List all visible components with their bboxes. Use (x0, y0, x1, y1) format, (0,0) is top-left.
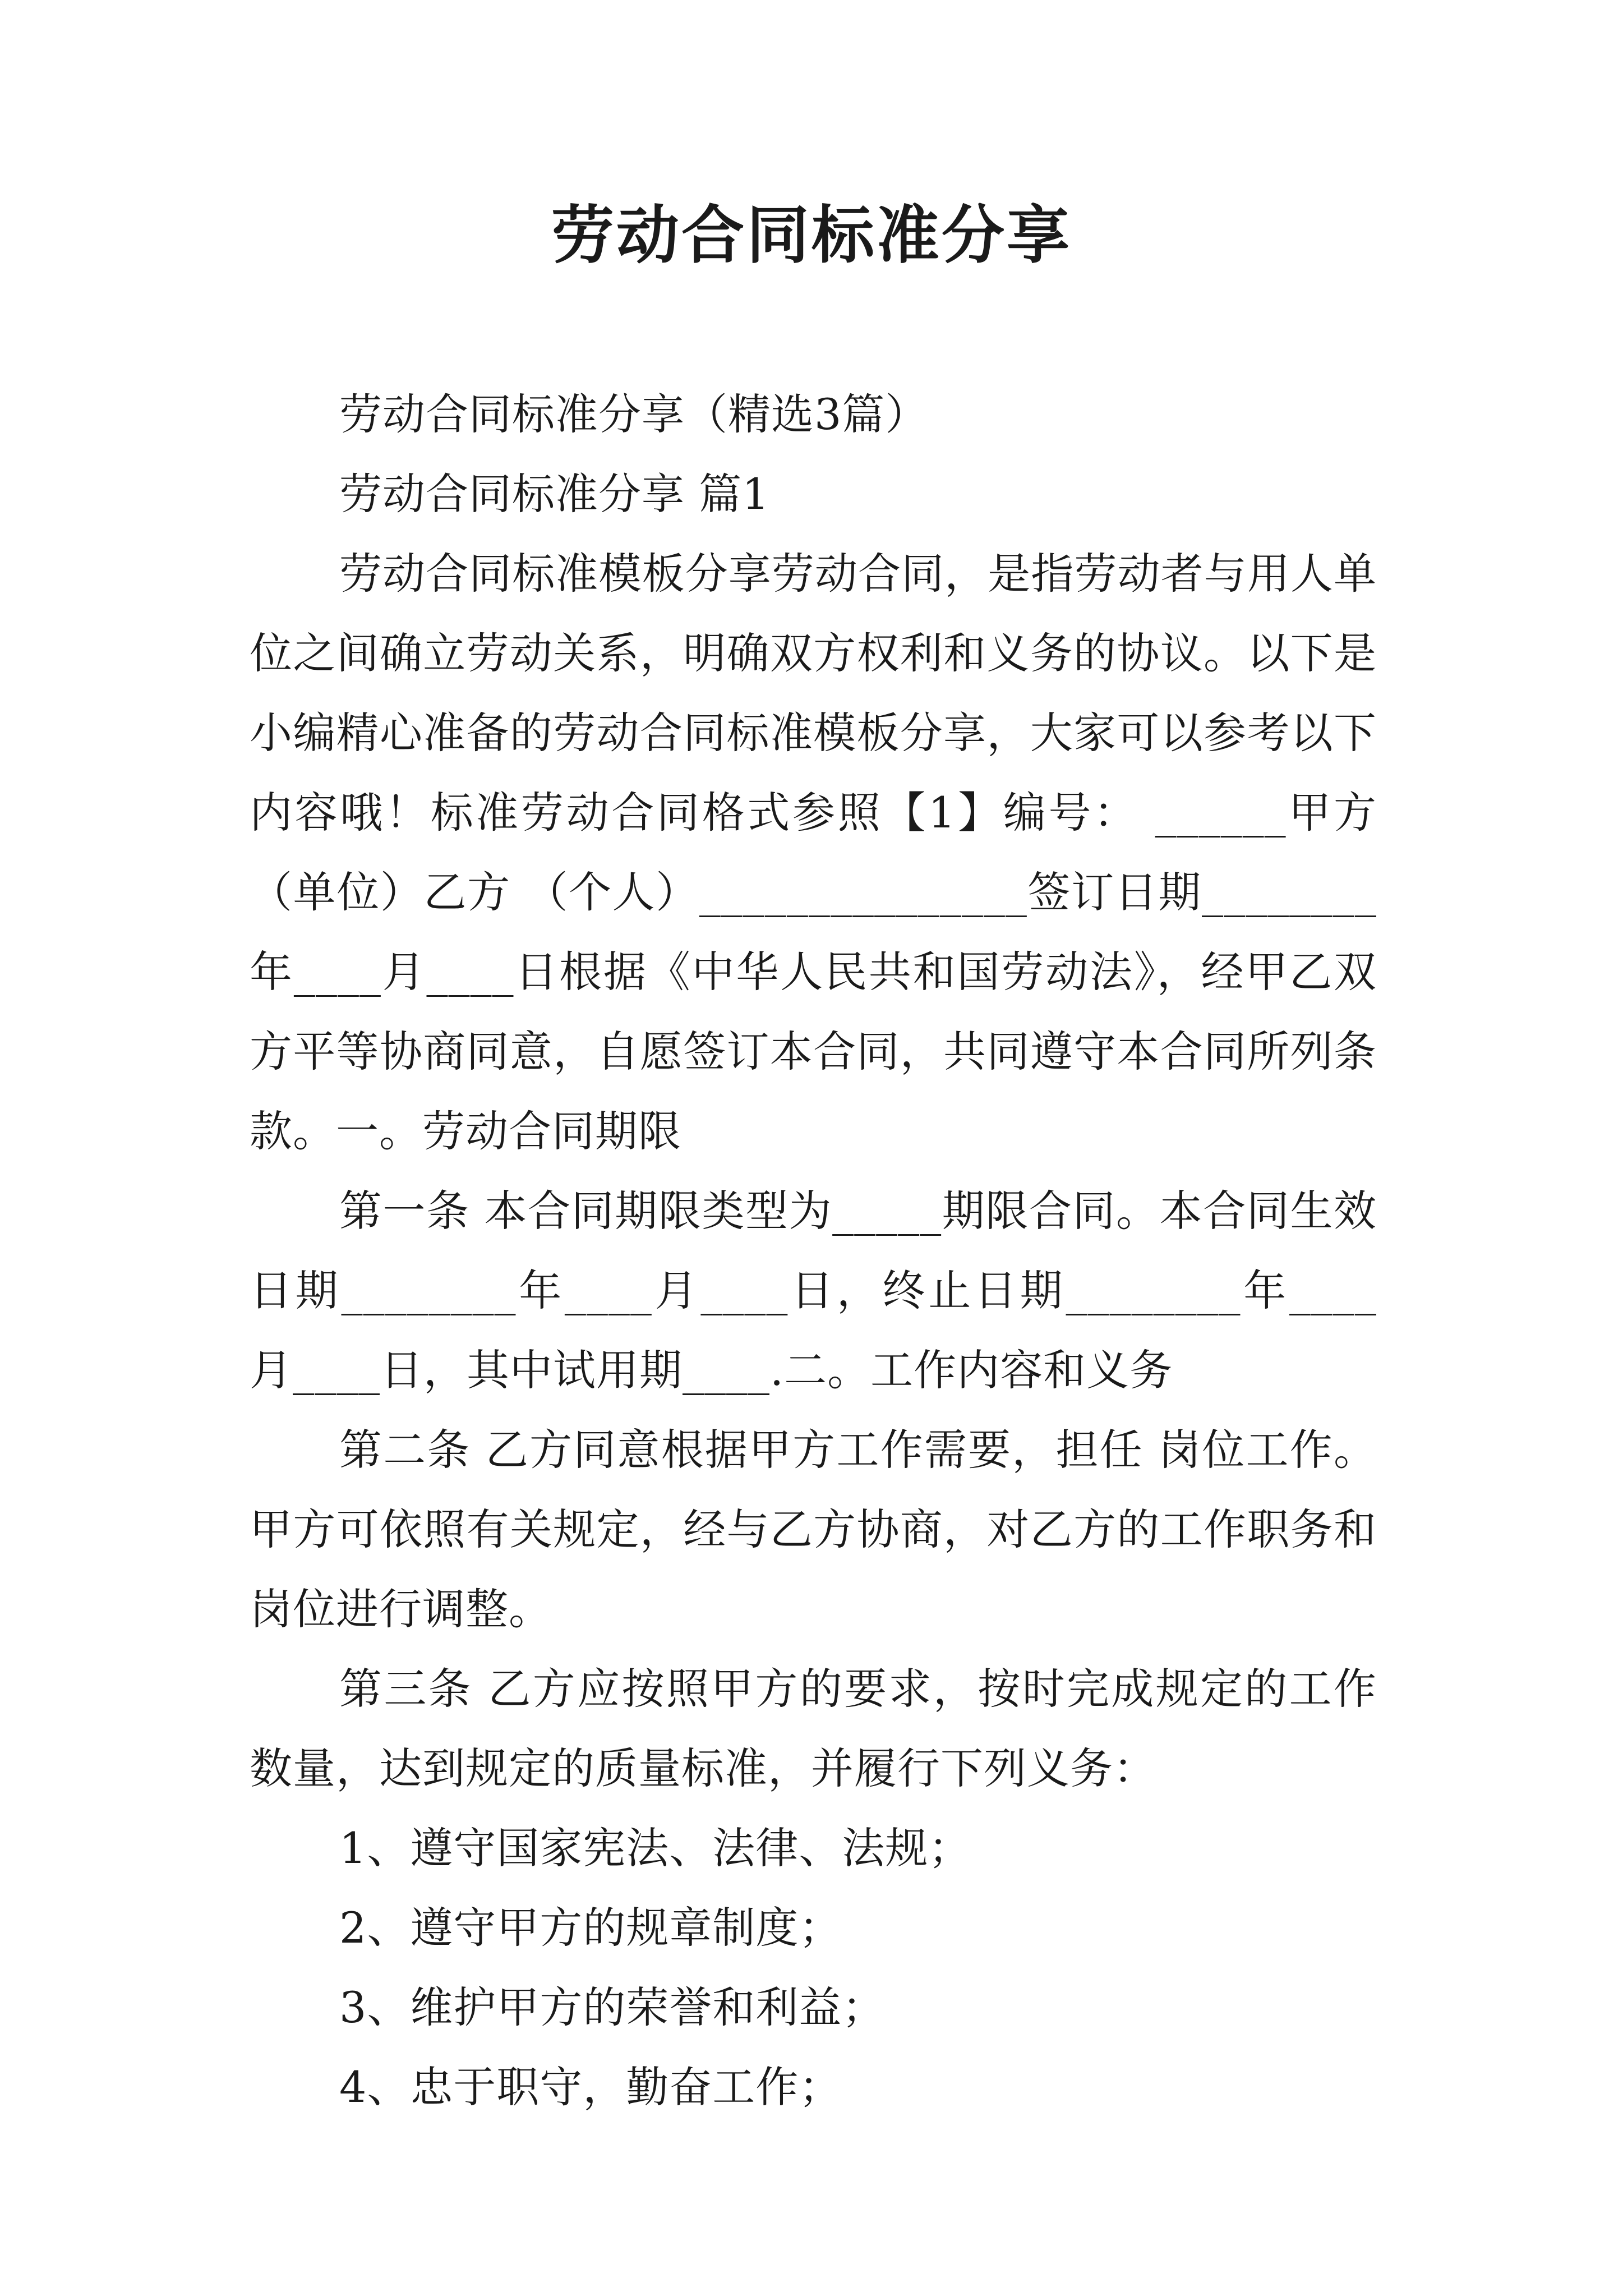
list-item: 2、遵守甲方的规章制度； (339, 1903, 842, 1953)
paragraph-article-2: 第二条 乙方同意根据甲方工作需要，担任 岗位工作。甲方可依照有关规定，经与乙方协商，对乙方的工作职务和岗位进行调整。 (250, 1425, 1377, 1634)
list-item: 4、忠于职守，勤奋工作； (339, 2062, 842, 2112)
paragraph-intro: 劳动合同标准模板分享劳动合同，是指劳动者与用人单位之间确立劳动关系，明确双方权利和义务的协议。以下是小编精心准备的劳动合同标准模板分享，大家可以参考以下内容哦！标准劳动合同格式参照【1】编号： ______甲方（单位）乙方 （个人）_______________签订日期________年____月____日根据《中华人民共和国劳动法》，经甲乙双方平等协商同意，自愿签订本合同，共同遵守本合同所列条款。一。劳动合同期限 (250, 549, 1377, 1156)
paragraph-article-1: 第一条 本合同期限类型为_____期限合同。本合同生效日期________年____月____日，终止日期________年____月____日，其中试用期____.二。工作内容和义务 (250, 1186, 1377, 1395)
document-title: 劳动合同标准分享 (551, 199, 1072, 272)
paragraph-subtitle: 劳动合同标准分享（精选3篇） (339, 389, 929, 439)
paragraph-article-3: 第三条 乙方应按照甲方的要求，按时完成规定的工作数量，达到规定的质量标准，并履行下列义务： (250, 1664, 1377, 1793)
paragraph-section-heading: 劳动合同标准分享 篇1 (339, 469, 770, 519)
list-item: 1、遵守国家宪法、法律、法规； (339, 1823, 972, 1873)
document-body (250, 375, 1377, 2127)
list-item: 3、维护甲方的荣誉和利益； (339, 1982, 886, 2032)
